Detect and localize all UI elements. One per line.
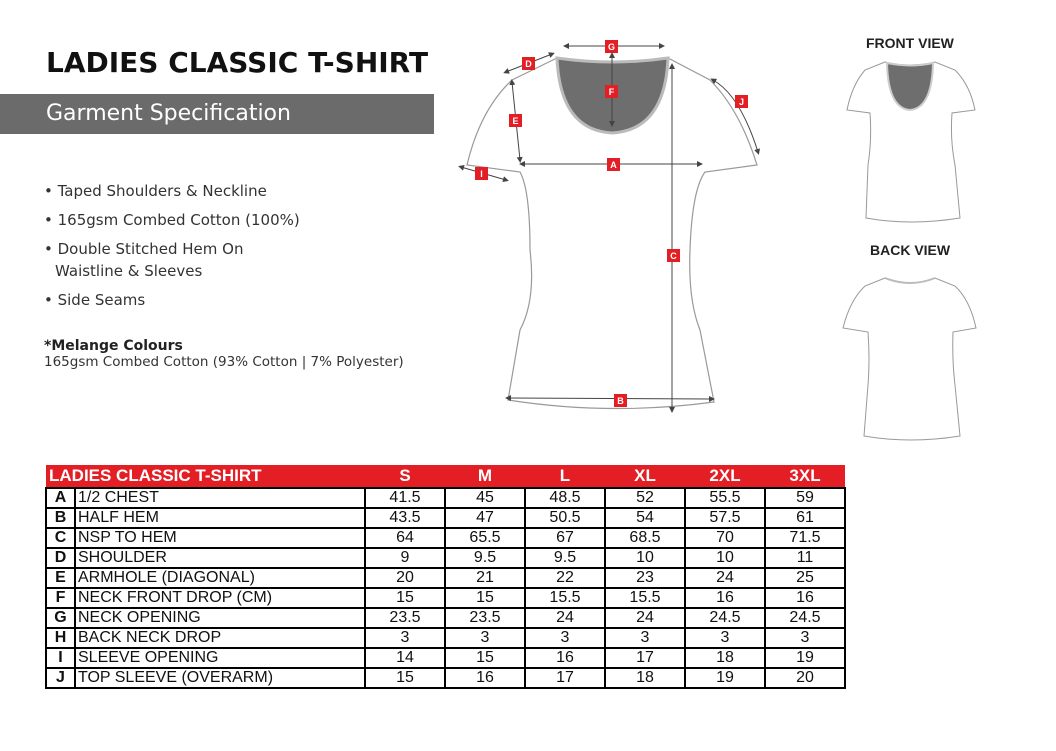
feature-item: • Side Seams: [44, 291, 146, 309]
cell-value: 24: [685, 568, 765, 588]
cell-value: 3: [525, 628, 605, 648]
cell-value: 15: [365, 588, 445, 608]
cell-value: 50.5: [525, 508, 605, 528]
cell-value: 18: [685, 648, 765, 668]
cell-value: 47: [445, 508, 525, 528]
row-label: NSP TO HEM: [75, 528, 365, 548]
cell-value: 16: [685, 588, 765, 608]
cell-value: 9.5: [525, 548, 605, 568]
cell-value: 59: [765, 488, 845, 508]
table-header-row: [46, 465, 845, 488]
cell-value: 15: [445, 648, 525, 668]
svg-text:E: E: [512, 116, 519, 126]
row-code: F: [46, 588, 75, 608]
size-header: XL: [605, 465, 685, 488]
row-label: NECK OPENING: [75, 608, 365, 628]
tag-a: [607, 158, 620, 171]
cell-value: 3: [765, 628, 845, 648]
feature-item: • 165gsm Combed Cotton (100%): [44, 211, 300, 229]
tag-f: [605, 85, 618, 98]
table-row: [46, 628, 845, 648]
cell-value: 15: [365, 668, 445, 688]
cell-value: 17: [605, 648, 685, 668]
cell-value: 9.5: [445, 548, 525, 568]
feature-item: • Taped Shoulders & Neckline: [44, 182, 267, 200]
cell-value: 24: [525, 608, 605, 628]
melange-text: 165gsm Combed Cotton (93% Cotton | 7% Polyester): [44, 354, 404, 370]
svg-text:B: B: [617, 396, 624, 406]
row-label: NECK FRONT DROP (CM): [75, 588, 365, 608]
table-row: [46, 588, 845, 608]
cell-value: 65.5: [445, 528, 525, 548]
tag-g: [605, 40, 618, 53]
size-header: 2XL: [685, 465, 765, 488]
cell-value: 19: [685, 668, 765, 688]
tag-c: [667, 249, 680, 262]
table-row: [46, 648, 845, 668]
svg-text:G: G: [607, 42, 616, 52]
svg-text:A: A: [610, 160, 617, 170]
row-label: SLEEVE OPENING: [75, 648, 365, 668]
size-header: S: [365, 465, 445, 488]
tag-e: [509, 114, 522, 127]
svg-text:F: F: [608, 87, 615, 97]
svg-text:C: C: [670, 251, 677, 261]
cell-value: 61: [765, 508, 845, 528]
cell-value: 3: [685, 628, 765, 648]
row-label: HALF HEM: [75, 508, 365, 528]
cell-value: 18: [605, 668, 685, 688]
svg-text:J: J: [738, 97, 745, 107]
cell-value: 3: [605, 628, 685, 648]
cell-value: 24: [605, 608, 685, 628]
cell-value: 17: [525, 668, 605, 688]
cell-value: 22: [525, 568, 605, 588]
table-row: [46, 528, 845, 548]
cell-value: 45: [445, 488, 525, 508]
back-view-thumbnail: [843, 278, 976, 440]
cell-value: 71.5: [765, 528, 845, 548]
cell-value: 48.5: [525, 488, 605, 508]
cell-value: 52: [605, 488, 685, 508]
cell-value: 16: [525, 648, 605, 668]
row-label: ARMHOLE (DIAGONAL): [75, 568, 365, 588]
tag-j: [735, 95, 748, 108]
cell-value: 43.5: [365, 508, 445, 528]
row-code: G: [46, 608, 75, 628]
cell-value: 9: [365, 548, 445, 568]
front-view-thumbnail: [847, 62, 975, 222]
cell-value: 3: [445, 628, 525, 648]
back-view-label: BACK VIEW: [870, 242, 951, 258]
cell-value: 19: [765, 648, 845, 668]
cell-value: 67: [525, 528, 605, 548]
cell-value: 20: [365, 568, 445, 588]
row-code: H: [46, 628, 75, 648]
cell-value: 14: [365, 648, 445, 668]
row-label: 1/2 CHEST: [75, 488, 365, 508]
tag-i: [475, 167, 488, 180]
table-row: [46, 568, 845, 588]
cell-value: 21: [445, 568, 525, 588]
cell-value: 54: [605, 508, 685, 528]
row-label: TOP SLEEVE (OVERARM): [75, 668, 365, 688]
row-code: E: [46, 568, 75, 588]
cell-value: 10: [685, 548, 765, 568]
cell-value: 41.5: [365, 488, 445, 508]
cell-value: 15.5: [605, 588, 685, 608]
cell-value: 15.5: [525, 588, 605, 608]
row-code: C: [46, 528, 75, 548]
page-title: LADIES CLASSIC T-SHIRT: [46, 46, 429, 79]
cell-value: 16: [445, 668, 525, 688]
table-row: [46, 548, 845, 568]
row-code: J: [46, 668, 75, 688]
cell-value: 15: [445, 588, 525, 608]
size-header: 3XL: [765, 465, 845, 488]
cell-value: 57.5: [685, 508, 765, 528]
row-label: SHOULDER: [75, 548, 365, 568]
table-row: [46, 668, 845, 688]
row-code: I: [46, 648, 75, 668]
size-chart-table: [45, 465, 846, 689]
cell-value: 64: [365, 528, 445, 548]
melange-heading: *Melange Colours: [44, 338, 183, 354]
cell-value: 24.5: [685, 608, 765, 628]
feature-item: Waistline & Sleeves: [55, 262, 203, 280]
table-row: [46, 608, 845, 628]
cell-value: 3: [365, 628, 445, 648]
size-header: M: [445, 465, 525, 488]
cell-value: 68.5: [605, 528, 685, 548]
cell-value: 23.5: [365, 608, 445, 628]
cell-value: 55.5: [685, 488, 765, 508]
cell-value: 10: [605, 548, 685, 568]
table-row: [46, 488, 845, 508]
tag-d: [522, 57, 535, 70]
svg-text:I: I: [480, 169, 483, 179]
subtitle: Garment Specification: [46, 101, 291, 126]
row-code: B: [46, 508, 75, 528]
cell-value: 23: [605, 568, 685, 588]
feature-item: • Double Stitched Hem On: [44, 240, 244, 258]
row-code: D: [46, 548, 75, 568]
row-label: BACK NECK DROP: [75, 628, 365, 648]
svg-text:D: D: [525, 59, 532, 69]
table-row: [46, 508, 845, 528]
cell-value: 24.5: [765, 608, 845, 628]
table-title: LADIES CLASSIC T-SHIRT: [46, 465, 365, 488]
cell-value: 11: [765, 548, 845, 568]
row-code: A: [46, 488, 75, 508]
cell-value: 25: [765, 568, 845, 588]
tag-b: [614, 394, 627, 407]
cell-value: 23.5: [445, 608, 525, 628]
cell-value: 20: [765, 668, 845, 688]
size-header: L: [525, 465, 605, 488]
cell-value: 70: [685, 528, 765, 548]
front-view-label: FRONT VIEW: [866, 35, 954, 51]
cell-value: 16: [765, 588, 845, 608]
